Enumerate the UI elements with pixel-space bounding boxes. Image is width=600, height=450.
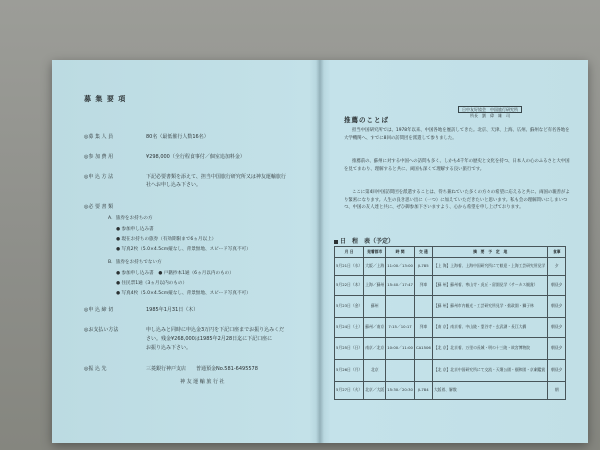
fee-value: ¥298,000（全行程食事付／個室追加料金） [146,154,245,160]
without-passport-item-3: ● 写真4枚（5.0×4.5cm縦なし、背景無地、スピード写真不可） [116,291,251,296]
schedule-title-text: 日 程 表（予定） [340,238,395,245]
row-date: 5月23日（金） [335,296,364,318]
header-date: 月 日 [335,247,364,258]
schedule-title [334,236,394,245]
row-items: 【北 京】北京中国研究所にて交流・天壇公園・頤和園・京劇鑑賞 [432,360,548,382]
left-page [52,60,318,443]
deadline-value: 1985年1月31日（木） [146,307,199,313]
row-transport [414,296,432,318]
table-row [335,296,566,318]
row-city: 大阪／上海 [364,258,386,276]
row-city: 上海／蘇州 [364,276,386,296]
account-holder: 神 友 運 輸 旅 行 社 [180,379,225,385]
header-meal: 食事 [548,247,566,258]
row-date: 5月27日（火） [335,382,364,400]
table-row [335,276,566,296]
row-meal: 朝昼夕 [548,276,566,296]
header-transport: 交 通 [414,247,432,258]
right-page [322,60,588,443]
table-row [335,382,566,400]
account-value: 三菱銀行神戸支店 普通預金No.581-6495578 [146,366,258,372]
row-city: 南京／北京 [364,338,386,360]
with-passport-item-3: ● 写真2枚（5.0×4.5cm縦なし、背景無地、スピード写真不可） [116,247,251,252]
recommendation-paragraph-1: 担当中国研究所では、1978年以来、中国各地を歴訪してきた。北京、天津、上海、広州、蘇州など有名各地を大学機関へ、すでに8回の訪問団を派遣して参りました。 [344,128,570,141]
row-date: 5月25日（日） [335,338,364,360]
recruitment-title: 募 集 要 項 [84,95,127,103]
row-items: 【南 京】南京着、中山陵・霊谷寺・玄武湖・長江大橋 [432,318,548,338]
without-passport-title: B．旅券をお持ちでない方 [108,260,162,265]
row-time [386,360,415,382]
payment-line-1: 申し込みと同時に申込金3万円を下記口座までお振り込みくだ [146,327,285,333]
documents-label: ◎必 要 書 類 [84,204,114,210]
row-time: 15:30／20:30 [386,382,415,400]
row-city: 蘇州 [364,296,386,318]
method-label: ◎申 込 方 法 [84,174,114,180]
row-date: 5月21日（水） [335,258,364,276]
masthead-org: 日中友好協会 中国旅行研究所 [458,106,522,113]
square-bullet-icon [334,240,338,244]
masthead [450,106,530,118]
fee-label: ◎参 加 費 用 [84,154,114,160]
row-meal: 朝昼夕 [548,338,566,360]
schedule-table [334,246,566,400]
header-city: 発着都市 [364,247,386,258]
table-row [335,258,566,276]
recommendation-paragraph-2: 推薦前の、蘇州に対する中国への訪問も多く、しかも4千年の歴史と文化を持つ、日本人の心のふるさと大中国を見てまわり、理解すると共に、両国も深くて理解する良い旅行です。 [344,159,570,172]
with-passport-item-1: ● 参加申し込み書 [116,227,154,232]
row-meal: 朝昼夕 [548,360,566,382]
row-time: 10:00／11:00 [386,338,415,360]
row-transport: 列車 [414,276,432,296]
row-meal: 朝昼夕 [548,318,566,338]
row-meal: 朝 [548,382,566,400]
row-items: 【北 京】北京着、万里の長城・明の十三陵・故宮博物院 [432,338,548,360]
row-items: 【蘇 州】蘇州市内観光・工芸研究所見学・拙政園・獅子林 [432,296,548,318]
row-items: 【蘇 州】蘇州着、寒山寺・虎丘・留園見学（サーカス観賞） [432,276,548,296]
schedule-header-row [335,247,566,258]
row-transport: CA1506 [414,338,432,360]
payment-line-2: さい。残金¥268,000は1985年2月28日迄に下記口座に [146,336,273,342]
row-meal: 朝昼夕 [548,296,566,318]
payment-label: ◎お支払い方法 [84,327,119,333]
row-date: 5月22日（木） [335,276,364,296]
row-date: 5月24日（土） [335,318,364,338]
table-row [335,338,566,360]
row-transport [414,360,432,382]
row-time: 7:15／10:17 [386,318,415,338]
row-time: 11:00／13:00 [386,258,415,276]
account-label: ◎振 込 先 [84,366,107,372]
without-passport-item-2: ● 住民票1通（3ヵ月以内のもの） [116,281,188,286]
row-city: 蘇州／南京 [364,318,386,338]
table-row [335,360,566,382]
with-passport-item-2: ● 現在お持ちの旅券（有効期限まで6ヵ月以上） [116,237,217,242]
row-transport: 列車 [414,318,432,338]
masthead-director: 所長 劉 偉 雄 司 [470,113,510,118]
with-passport-title: A．旅券をお持ちの方 [108,216,153,221]
capacity-label: ◎募 集 人 員 [84,134,114,140]
brochure-spread [52,60,588,443]
deadline-label: ◎申 込 締 切 [84,307,114,313]
row-transport: JL784 [414,382,432,400]
header-items: 摘 要 予 定 地 [432,247,548,258]
row-city: 北京／大阪 [364,382,386,400]
without-passport-item-1: ● 参加申し込み書 ● 戸籍抄本1通（6ヵ月以内のもの） [116,271,234,276]
method-value: 下記必要書類を添えて、担当中国旅行研究所又は神友運輸旅行 [146,174,286,180]
method-cont-value: 社へお申し込み下さい。 [146,182,202,188]
header-time: 時 間 [386,247,415,258]
row-transport: JL785 [414,258,432,276]
recommendation-paragraph-3: ここに第4回中国訪問団を派遣することは、待ち兼ねていた多くの方々の希望に応えると共に、両国の親善がより緊密になります。人生の良き思い出に（一つ）に加えていただきたいと思います。私も会の理解問いにしまいつつ、中国の友人達と共に、ぜひ御参加下さいますよう、心から希望を申し上げております。 [344,190,570,211]
row-items: 【上 海】上海着、上海中国研究所にて歓迎・上海工芸研究所見学 [432,258,548,276]
capacity-value: 80名（最低催行人数16名） [146,134,209,140]
row-meal: 夕 [548,258,566,276]
row-date: 5月26日（月） [335,360,364,382]
row-time [386,296,415,318]
row-city: 北京 [364,360,386,382]
recommendation-title: 推薦のことば [344,116,389,124]
row-items: 大阪着、解散 [432,382,548,400]
row-time: 15:40／17:47 [386,276,415,296]
table-row [335,318,566,338]
payment-line-3: お振り込み下さい。 [146,345,192,351]
